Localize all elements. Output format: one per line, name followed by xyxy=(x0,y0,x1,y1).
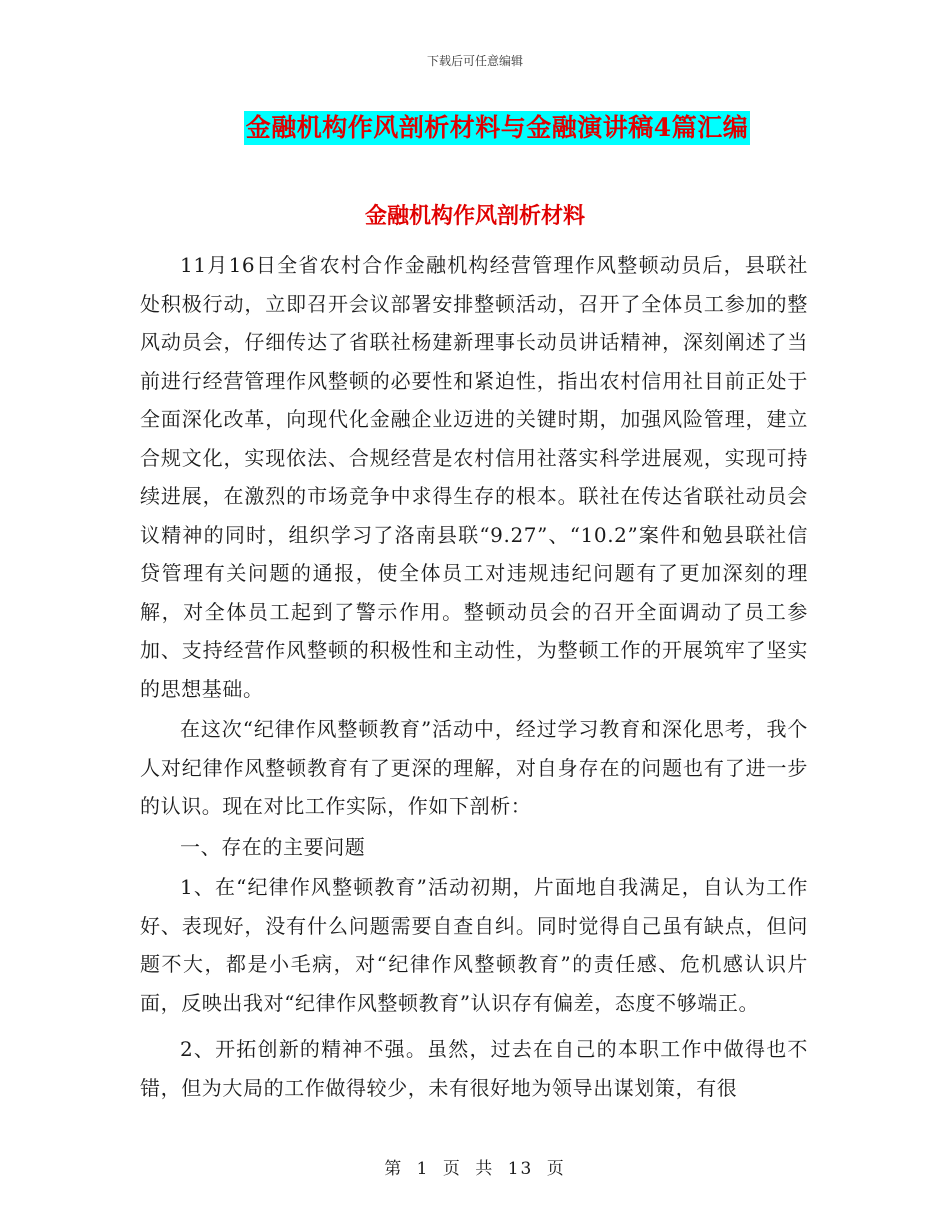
section-title: 金融机构作风剖析材料 xyxy=(364,203,585,229)
main-title-container xyxy=(0,111,950,145)
paragraph-2: 在这次“纪律作风整顿教育”活动中，经过学习教育和深化思考，我个人对纪律作风整顿教育有了更深的理解，对自身存在的问题也有了进一步的认识。现在对比工作实际，作如下剖析： xyxy=(140,717,808,818)
paragraph-3-heading: 一、存在的主要问题 xyxy=(180,834,366,859)
paragraph-4: 1、在“纪律作风整顿教育”活动初期，片面地自我满足，自认为工作好、表现好，没有什么问题需要自查自纠。同时觉得自己虽有缺点，但问题不大，都是小毛病，对“纪律作风整顿教育”的责任感、危机感认识片面，反映出我对“纪律作风整顿教育”认识存有偏差，态度不够端正。 xyxy=(140,875,808,1015)
document-body xyxy=(140,220,808,1107)
main-title: 金融机构作风剖析材料与金融演讲稿4篇汇编 xyxy=(244,111,750,145)
page-header-note: 下载后可任意编辑 xyxy=(426,54,523,68)
paragraph-1: 11月16日全省农村合作金融机构经营管理作风整顿动员后，县联社处积极行动，立即召开会议部署安排整顿活动，召开了全体员工参加的整风动员会，仔细传达了省联社杨建新理事长动员讲话精神，深刻阐述了当前进行经营管理作风整顿的必要性和紧迫性，指出农村信用社目前正处于全面深化改革，向现代化金融企业迈进的关键时期，加强风险管理，建立合规文化，实现依法、合规经营是农村信用社落实科学进展观，实现可持续进展，在激烈的市场竞争中求得生存的根本。联社在传达省联社动员会议精神的同时，组织学习了洛南县联“9.27”、“10.2”案件和勉县联社信贷管理有关问题的通报，使全体员工对违规违纪问题有了更加深刻的理解，对全体员工起到了警示作用。整顿动员会的召开全面调动了员工参加、支持经营作风整顿的积极性和主动性，为整顿工作的开展筑牢了坚实的思想基础。 xyxy=(140,253,808,701)
paragraph-5: 2、开拓创新的精神不强。虽然，过去在自己的本职工作中做得也不错，但为大局的工作做得较少，未有很好地为领导出谋划策，有很 xyxy=(140,1037,808,1100)
page-number-footer: 第 1 页 共 13 页 xyxy=(384,1159,566,1179)
